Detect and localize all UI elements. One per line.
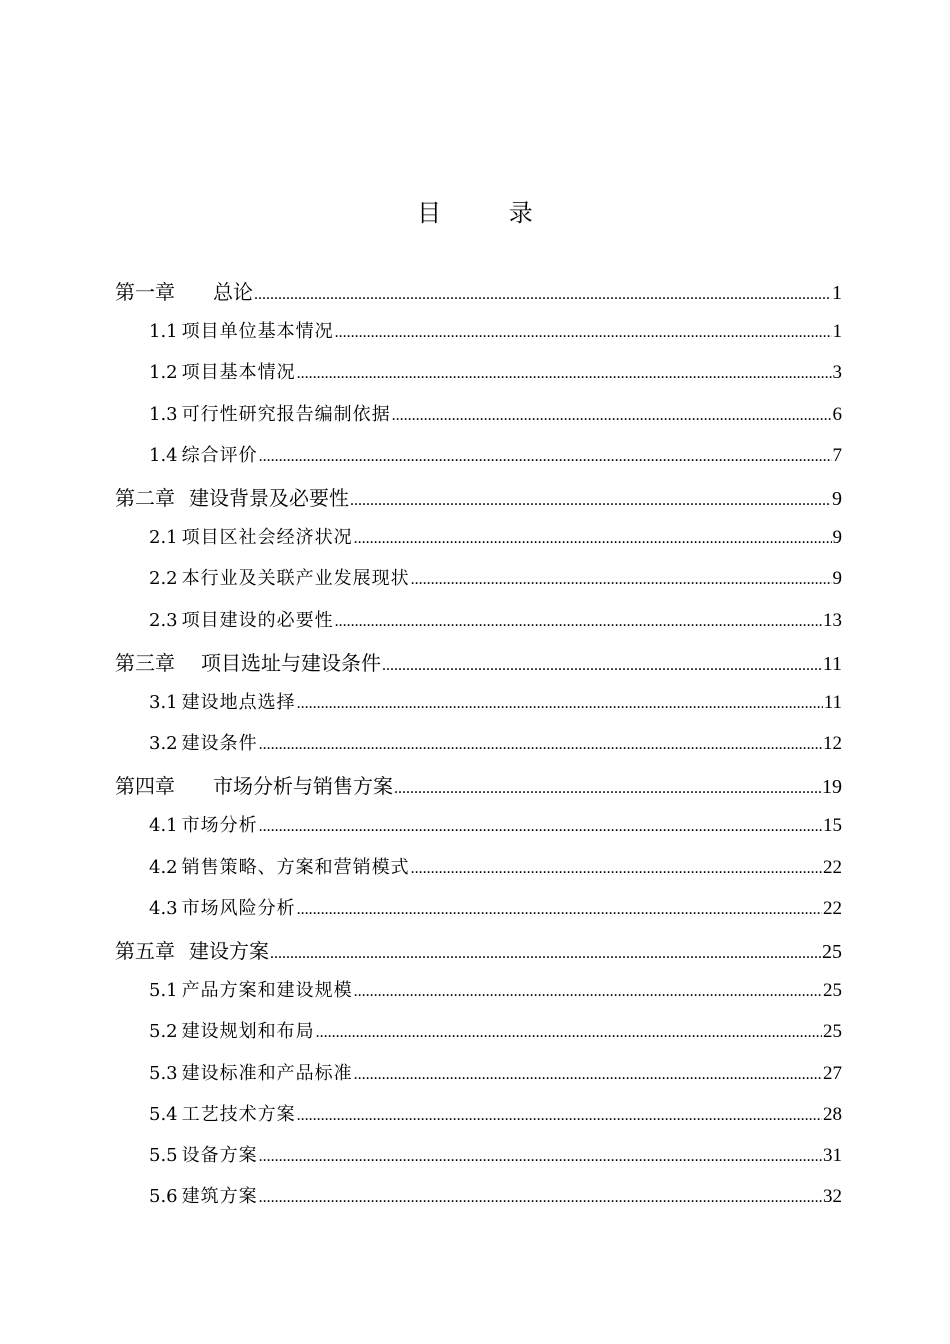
toc-chapter-entry[interactable] [115, 935, 842, 976]
toc-section-entry[interactable] [115, 317, 842, 358]
toc-chapter-entry[interactable] [115, 482, 842, 523]
toc-page-number: 9 [832, 568, 842, 590]
toc-section-entry[interactable] [115, 688, 842, 729]
toc-entry-number: 2.2 [149, 568, 178, 590]
toc-dot-leader [354, 1066, 822, 1084]
toc-entry-label: 总论 [213, 280, 253, 304]
toc-dot-leader [354, 983, 822, 1001]
toc-dot-leader [335, 613, 822, 631]
toc-entry-label: 建设背景及必要性 [189, 485, 349, 510]
toc-chapter-entry[interactable] [115, 770, 842, 811]
toc-page-number: 15 [823, 815, 842, 837]
toc-entry-number: 4.2 [149, 856, 178, 878]
toc-page-number: 19 [822, 776, 842, 799]
toc-entry-label: 建设方案 [189, 939, 269, 963]
toc-entry-label: 建设条件 [181, 733, 258, 755]
toc-page-number: 27 [823, 1062, 842, 1084]
toc-dot-leader [259, 1189, 822, 1207]
toc-page-number: 28 [823, 1103, 842, 1125]
toc-section-entry[interactable] [115, 1182, 842, 1223]
toc-page-number: 13 [823, 609, 842, 631]
toc-entry-label: 项目单位基本情况 [181, 321, 334, 343]
toc-entry-label: 可行性研究报告编制依据 [181, 403, 391, 425]
toc-dot-leader [270, 945, 821, 963]
toc-entry-number: 5.4 [149, 1103, 178, 1125]
toc-dot-leader [411, 860, 822, 878]
toc-page-number: 9 [832, 487, 842, 510]
toc-entry-number: 5.3 [149, 1062, 178, 1084]
toc-dot-leader [392, 407, 832, 425]
toc-dot-leader [394, 780, 821, 798]
toc-dot-leader [382, 657, 822, 675]
toc-entry-label: 项目建设的必要性 [181, 609, 334, 631]
toc-entry-label: 建设规划和布局 [181, 1021, 315, 1043]
toc-entry-label: 建筑方案 [181, 1186, 258, 1208]
toc-section-entry[interactable] [115, 564, 842, 605]
toc-entry-number: 第四章 [115, 774, 175, 799]
toc-page-number: 25 [823, 980, 842, 1002]
toc-chapter-entry[interactable] [115, 647, 842, 688]
toc-dot-leader [297, 901, 822, 919]
toc-entry-number: 3.2 [149, 733, 178, 755]
toc-entry-label: 项目基本情况 [181, 362, 296, 384]
toc-section-entry[interactable] [115, 441, 842, 482]
toc-section-entry[interactable] [115, 729, 842, 770]
toc-entry-number: 5.2 [149, 1021, 178, 1043]
toc-title: 目 录 [417, 199, 563, 227]
toc-dot-leader [259, 818, 822, 836]
toc-page-number: 1 [832, 282, 842, 304]
toc-page-number: 12 [823, 733, 842, 755]
toc-dot-leader [411, 571, 832, 589]
toc-section-entry[interactable] [115, 1059, 842, 1100]
toc-dot-leader [297, 365, 832, 383]
toc-page-number: 6 [832, 403, 842, 425]
toc-entry-label: 项目区社会经济状况 [181, 527, 353, 549]
toc-entry-number: 第二章 [115, 485, 175, 510]
toc-entry-number: 第三章 [115, 650, 175, 675]
toc-entry-label: 综合评价 [181, 444, 258, 466]
toc-dot-leader [297, 695, 823, 713]
toc-entry-number: 1.2 [149, 362, 178, 384]
toc-dot-leader [316, 1024, 822, 1042]
toc-chapter-entry[interactable] [115, 276, 842, 317]
toc-entry-number: 5.1 [149, 980, 178, 1002]
toc-section-entry[interactable] [115, 1141, 842, 1182]
toc-entry-label: 市场分析 [181, 815, 258, 837]
toc-page-number: 11 [823, 691, 842, 713]
toc-entry-number: 1.1 [149, 321, 178, 343]
toc-dot-leader [297, 1107, 822, 1125]
toc-page-number: 25 [823, 1021, 842, 1043]
toc-entry-label: 销售策略、方案和营销模式 [181, 856, 410, 878]
toc-section-entry[interactable] [115, 1017, 842, 1058]
toc-entry-number: 1.3 [149, 403, 178, 425]
table-of-contents [115, 276, 842, 1223]
toc-page-number: 1 [832, 321, 842, 343]
toc-page-number: 7 [832, 444, 842, 466]
toc-section-entry[interactable] [115, 523, 842, 564]
toc-page-number: 11 [822, 652, 842, 675]
toc-entry-label: 建设地点选择 [181, 691, 296, 713]
toc-entry-label: 设备方案 [181, 1144, 258, 1166]
toc-dot-leader [354, 530, 832, 548]
toc-section-entry[interactable] [115, 811, 842, 852]
toc-dot-leader [259, 736, 822, 754]
toc-section-entry[interactable] [115, 976, 842, 1017]
toc-dot-leader [350, 492, 831, 510]
toc-entry-number: 3.1 [149, 691, 178, 713]
toc-entry-number: 4.1 [149, 815, 178, 837]
toc-dot-leader [335, 324, 832, 342]
toc-entry-label: 建设标准和产品标准 [181, 1062, 353, 1084]
toc-entry-number: 4.3 [149, 897, 178, 919]
toc-page-number: 32 [823, 1186, 842, 1208]
toc-entry-label: 产品方案和建设规模 [181, 980, 353, 1002]
toc-dot-leader [254, 286, 831, 304]
toc-dot-leader [259, 448, 832, 466]
toc-entry-label: 市场分析与销售方案 [213, 774, 393, 799]
toc-entry-number: 1.4 [149, 444, 178, 466]
toc-page-number: 9 [832, 527, 842, 549]
toc-entry-label: 项目选址与建设条件 [201, 650, 381, 675]
toc-section-entry[interactable] [115, 894, 842, 935]
toc-entry-number: 第一章 [115, 280, 175, 304]
toc-section-entry[interactable] [115, 606, 842, 647]
toc-section-entry[interactable] [115, 358, 842, 399]
toc-entry-label: 市场风险分析 [181, 897, 296, 919]
toc-section-entry[interactable] [115, 400, 842, 441]
toc-entry-number: 第五章 [115, 939, 175, 963]
toc-section-entry[interactable] [115, 853, 842, 894]
toc-entry-number: 5.6 [149, 1186, 178, 1208]
toc-entry-label: 工艺技术方案 [181, 1103, 296, 1125]
toc-page-number: 22 [823, 897, 842, 919]
toc-page-number: 25 [822, 941, 842, 963]
toc-entry-number: 2.3 [149, 609, 178, 631]
toc-section-entry[interactable] [115, 1100, 842, 1141]
toc-page-number: 31 [823, 1144, 842, 1166]
toc-page-number: 22 [823, 856, 842, 878]
toc-entry-label: 本行业及关联产业发展现状 [181, 568, 410, 590]
toc-dot-leader [259, 1148, 822, 1166]
toc-page-number: 3 [832, 362, 842, 384]
toc-entry-number: 2.1 [149, 527, 178, 549]
toc-entry-number: 5.5 [149, 1144, 178, 1166]
